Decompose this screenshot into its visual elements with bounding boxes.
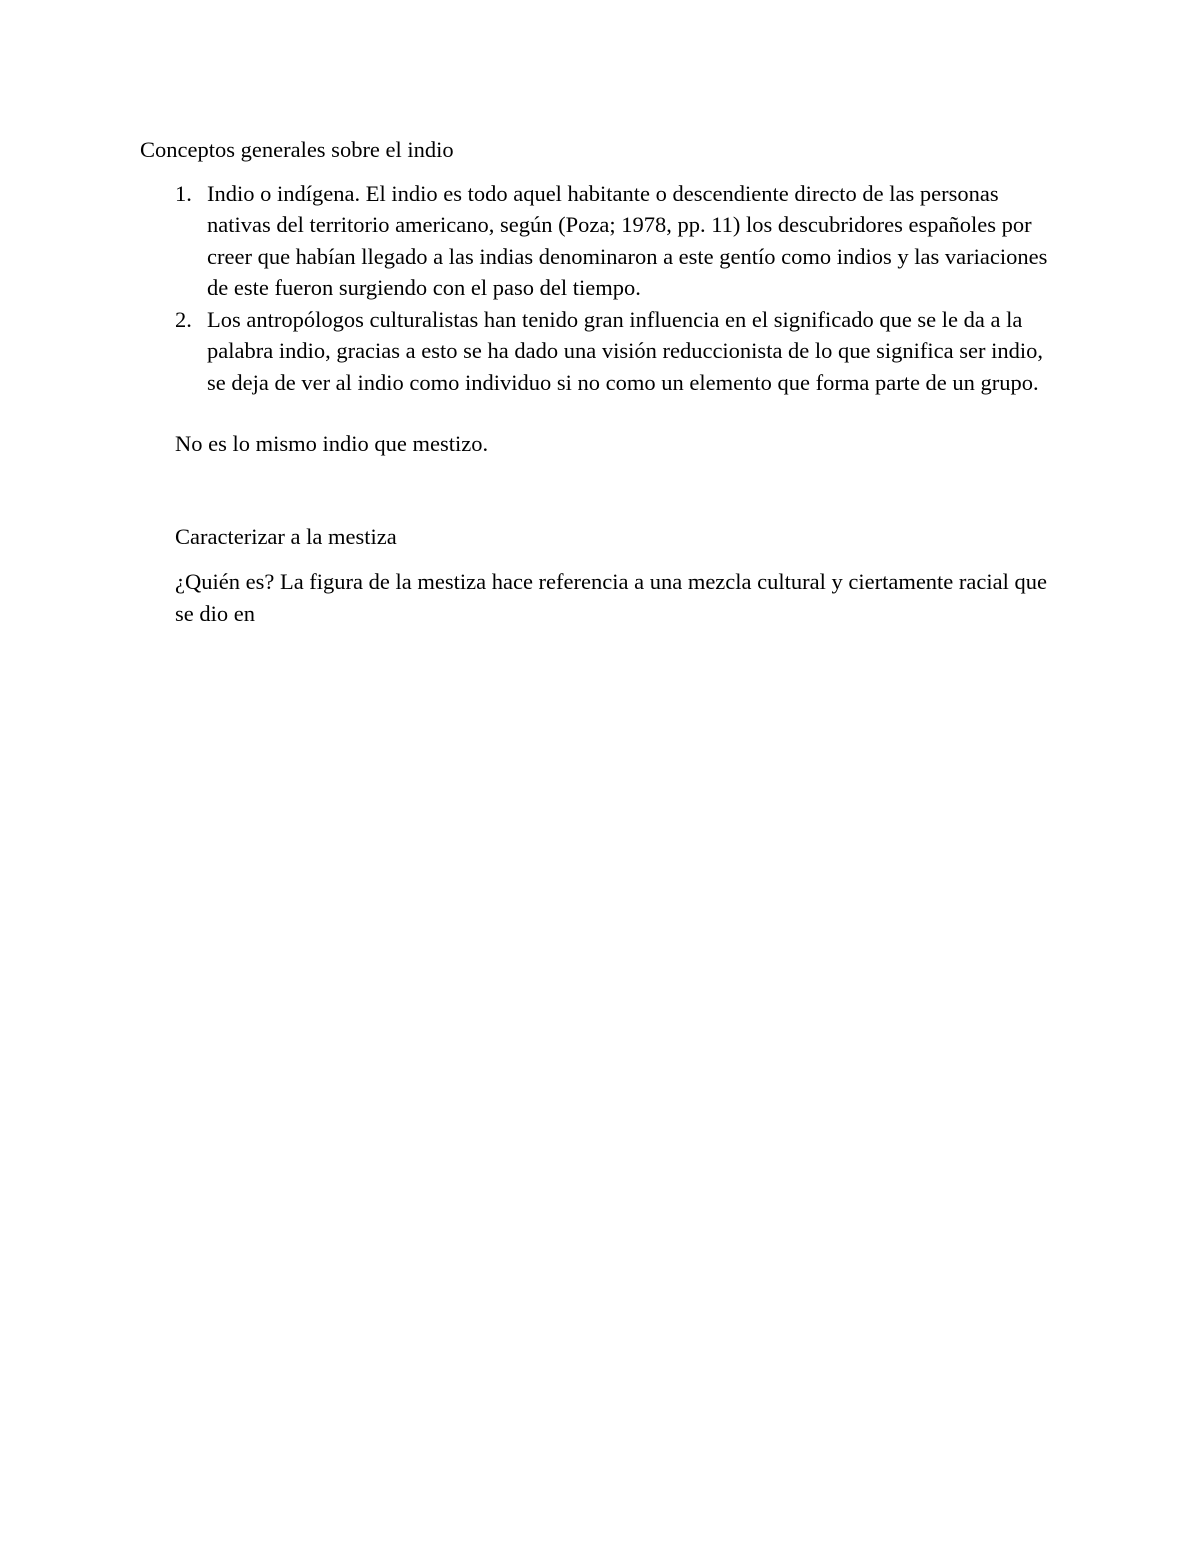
- document-title-paragraph: Conceptos generales sobre el indio: [140, 137, 454, 162]
- list-item: Los antropólogos culturalistas han tenido gran influencia en el significado que se le da a la palabra indio, gracias a esto se ha dado una visión reduccionista de lo que significa ser indio, se deja de ver al indio como individuo si no como un elemento que forma parte de un grupo.: [207, 306, 1043, 395]
- closing-paragraph: ¿Quién es? La figura de la mestiza hace referencia a una mezcla cultural y ciertamente racial que se dio en: [175, 569, 1047, 626]
- section-heading: Caracterizar a la mestiza: [175, 523, 397, 549]
- concepts-numbered-list: [140, 178, 1060, 399]
- paragraph-after-list: No es lo mismo indio que mestizo.: [175, 431, 489, 456]
- document-body: [140, 134, 1060, 629]
- list-item: Indio o indígena. El indio es todo aquel habitante o descendiente directo de las personas nativas del territorio americano, según (Poza; 1978, pp. 11) los descubridores españoles por creer que habían llegado a las indias denominaron a este gentío como indios y las variaciones de este fueron surgiendo con el paso del tiempo.: [207, 180, 1048, 300]
